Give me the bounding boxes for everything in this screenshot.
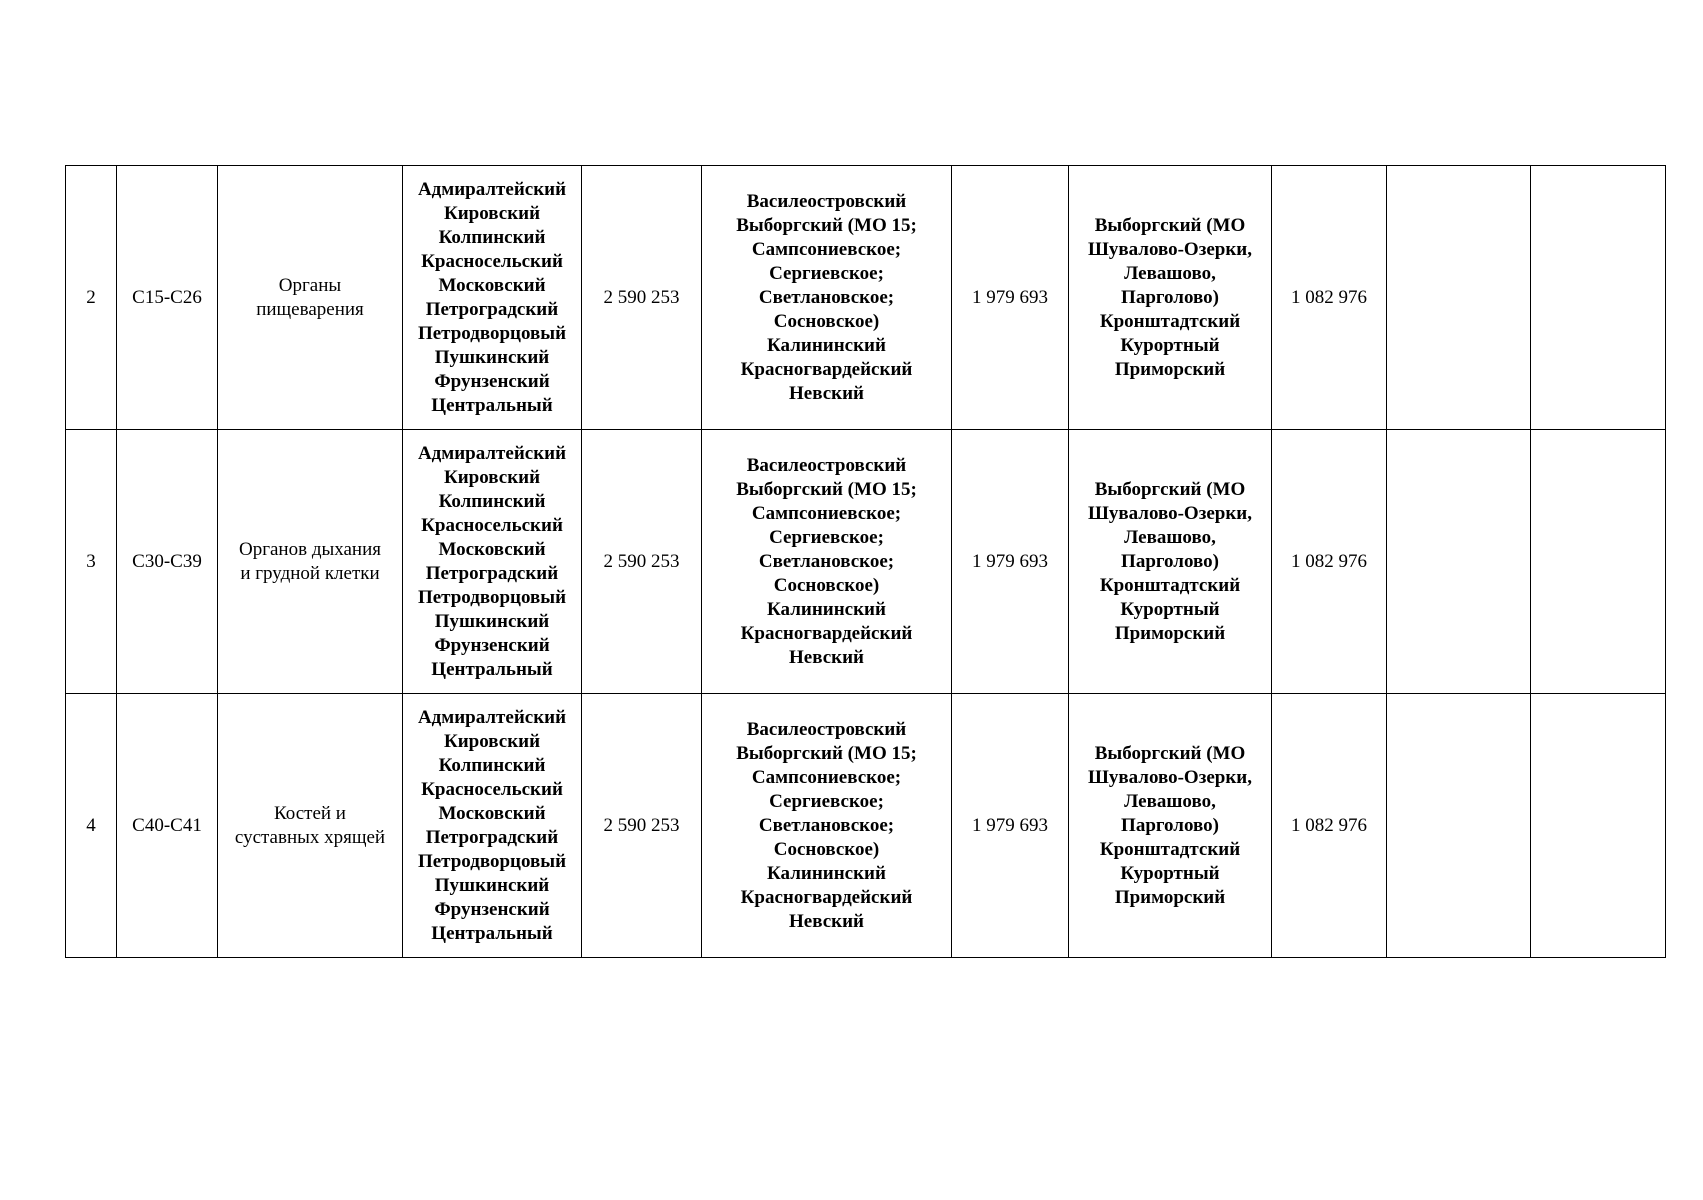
organ-name-cell <box>218 694 403 958</box>
group1-amount-cell: 2 590 253 <box>582 694 702 958</box>
group1-districts-cell <box>403 166 582 430</box>
group3-districts-cell-line: Левашово, <box>1124 790 1216 812</box>
group2-districts-cell-line: Сампсониевское; <box>751 766 902 788</box>
icd-code-cell: C15-C26 <box>117 166 218 430</box>
table-row <box>66 166 1666 430</box>
group3-districts-cell-line: Выборгский (МО <box>1094 742 1246 764</box>
organ-name-cell-line: Органов дыхания <box>238 538 382 560</box>
group1-districts-cell-line: Московский <box>438 802 546 824</box>
group2-districts-cell <box>702 166 952 430</box>
table-row <box>66 430 1666 694</box>
row-number-cell: 4 <box>66 694 117 958</box>
group1-districts-cell-line: Адмиралтейский <box>417 442 567 464</box>
group3-districts-cell-line: Выборгский (МО <box>1094 214 1246 236</box>
group1-districts-cell-line: Петродворцовый <box>417 850 567 872</box>
group1-districts-cell-line: Колпинский <box>438 754 546 776</box>
group1-districts-cell-line: Петроградский <box>425 298 559 320</box>
empty-cell-2 <box>1531 166 1666 430</box>
group2-districts-cell-line: Василеостровский <box>746 190 907 212</box>
group1-districts-cell <box>403 430 582 694</box>
group1-districts-cell-line: Петроградский <box>425 826 559 848</box>
group2-districts-cell-line: Красногвардейский <box>740 886 913 908</box>
group1-districts-cell-line: Фрунзенский <box>434 370 550 392</box>
group1-districts-cell-line: Адмиралтейский <box>417 706 567 728</box>
organ-name-cell-line: Костей и <box>274 802 346 824</box>
group3-districts-cell-line: Шувалово-Озерки, <box>1088 502 1252 524</box>
group2-districts-cell-line: Светлановское; <box>758 550 895 572</box>
group3-districts-cell-line: Приморский <box>1114 622 1226 644</box>
group1-districts-cell-line: Петроградский <box>425 562 559 584</box>
icd-code-cell: C40-C41 <box>117 694 218 958</box>
group2-districts-cell-line: Сергиевское; <box>769 262 884 284</box>
group1-districts-cell-line: Московский <box>438 274 546 296</box>
group3-districts-cell-line: Левашово, <box>1124 526 1216 548</box>
group1-districts-cell-line: Петродворцовый <box>417 586 567 608</box>
group2-districts-cell <box>702 694 952 958</box>
group2-districts-cell-line: Светлановское; <box>758 286 895 308</box>
group3-amount-cell: 1 082 976 <box>1272 430 1387 694</box>
group1-districts-cell-line: Красносельский <box>421 250 563 272</box>
group2-districts-cell-line: Светлановское; <box>758 814 895 836</box>
allocation-table <box>65 165 1666 958</box>
group3-amount-cell: 1 082 976 <box>1272 694 1387 958</box>
group3-districts-cell-line: Левашово, <box>1124 262 1216 284</box>
group1-districts-cell-line: Центральный <box>431 922 553 944</box>
group3-districts-cell-line: Приморский <box>1114 358 1226 380</box>
group2-districts-cell-line: Сосновское) <box>773 310 880 332</box>
group2-districts-cell <box>702 430 952 694</box>
group2-districts-cell-line: Сосновское) <box>773 574 880 596</box>
group2-amount-cell: 1 979 693 <box>952 166 1069 430</box>
group2-districts-cell-line: Сергиевское; <box>769 526 884 548</box>
group1-districts-cell-line: Красносельский <box>421 514 563 536</box>
group1-districts-cell-line: Центральный <box>431 394 553 416</box>
group2-districts-cell-line: Сергиевское; <box>769 790 884 812</box>
group2-amount-cell: 1 979 693 <box>952 694 1069 958</box>
group3-districts-cell-line: Шувалово-Озерки, <box>1088 766 1252 788</box>
group3-districts-cell-line: Парголово) <box>1121 550 1219 572</box>
group2-districts-cell-line: Калининский <box>767 598 886 620</box>
group2-districts-cell-line: Красногвардейский <box>740 622 913 644</box>
group2-amount-cell: 1 979 693 <box>952 430 1069 694</box>
group3-districts-cell-line: Парголово) <box>1121 286 1219 308</box>
organ-name-cell-line: суставных хрящей <box>234 826 386 848</box>
group3-districts-cell-line: Кронштадтский <box>1099 574 1241 596</box>
group3-districts-cell-line: Приморский <box>1114 886 1226 908</box>
row-number-cell: 3 <box>66 430 117 694</box>
group2-districts-cell-line: Сампсониевское; <box>751 502 902 524</box>
organ-name-cell-line: пищеварения <box>256 298 364 320</box>
group2-districts-cell-line: Василеостровский <box>746 718 907 740</box>
empty-cell-1 <box>1387 694 1531 958</box>
group3-districts-cell-line: Курортный <box>1120 598 1220 620</box>
empty-cell-2 <box>1531 430 1666 694</box>
organ-name-cell-line: Органы <box>278 274 342 296</box>
group1-districts-cell-line: Кировский <box>443 202 541 224</box>
row-number-cell: 2 <box>66 166 117 430</box>
group2-districts-cell-line: Невский <box>789 382 864 404</box>
group2-districts-cell-line: Выборгский (МО 15; <box>736 214 917 236</box>
group1-districts-cell-line: Колпинский <box>438 490 546 512</box>
group1-amount-cell: 2 590 253 <box>582 430 702 694</box>
group3-districts-cell <box>1069 694 1272 958</box>
icd-code-cell: C30-C39 <box>117 430 218 694</box>
group1-districts-cell-line: Пушкинский <box>434 346 550 368</box>
group2-districts-cell-line: Выборгский (МО 15; <box>736 742 917 764</box>
group1-districts-cell-line: Московский <box>438 538 546 560</box>
group3-districts-cell <box>1069 166 1272 430</box>
organ-name-cell <box>218 166 403 430</box>
organ-name-cell <box>218 430 403 694</box>
group1-districts-cell-line: Кировский <box>443 730 541 752</box>
group3-districts-cell-line: Курортный <box>1120 334 1220 356</box>
group2-districts-cell-line: Выборгский (МО 15; <box>736 478 917 500</box>
group2-districts-cell-line: Калининский <box>767 862 886 884</box>
group1-districts-cell-line: Пушкинский <box>434 610 550 632</box>
group2-districts-cell-line: Калининский <box>767 334 886 356</box>
group1-districts-cell-line: Центральный <box>431 658 553 680</box>
empty-cell-1 <box>1387 166 1531 430</box>
group3-districts-cell-line: Курортный <box>1120 862 1220 884</box>
group2-districts-cell-line: Сампсониевское; <box>751 238 902 260</box>
group1-districts-cell-line: Фрунзенский <box>434 634 550 656</box>
group2-districts-cell-line: Красногвардейский <box>740 358 913 380</box>
group3-districts-cell-line: Выборгский (МО <box>1094 478 1246 500</box>
table-body <box>66 166 1666 958</box>
group3-districts-cell-line: Кронштадтский <box>1099 310 1241 332</box>
group1-districts-cell-line: Фрунзенский <box>434 898 550 920</box>
group1-amount-cell: 2 590 253 <box>582 166 702 430</box>
empty-cell-2 <box>1531 694 1666 958</box>
empty-cell-1 <box>1387 430 1531 694</box>
group2-districts-cell-line: Невский <box>789 910 864 932</box>
group3-districts-cell <box>1069 430 1272 694</box>
table-row <box>66 694 1666 958</box>
group3-districts-cell-line: Кронштадтский <box>1099 838 1241 860</box>
group2-districts-cell-line: Невский <box>789 646 864 668</box>
group1-districts-cell <box>403 694 582 958</box>
organ-name-cell-line: и грудной клетки <box>240 562 380 584</box>
group3-amount-cell: 1 082 976 <box>1272 166 1387 430</box>
group1-districts-cell-line: Петродворцовый <box>417 322 567 344</box>
group1-districts-cell-line: Пушкинский <box>434 874 550 896</box>
group1-districts-cell-line: Колпинский <box>438 226 546 248</box>
group3-districts-cell-line: Парголово) <box>1121 814 1219 836</box>
group3-districts-cell-line: Шувалово-Озерки, <box>1088 238 1252 260</box>
group1-districts-cell-line: Красносельский <box>421 778 563 800</box>
group2-districts-cell-line: Василеостровский <box>746 454 907 476</box>
group2-districts-cell-line: Сосновское) <box>773 838 880 860</box>
group1-districts-cell-line: Кировский <box>443 466 541 488</box>
group1-districts-cell-line: Адмиралтейский <box>417 178 567 200</box>
